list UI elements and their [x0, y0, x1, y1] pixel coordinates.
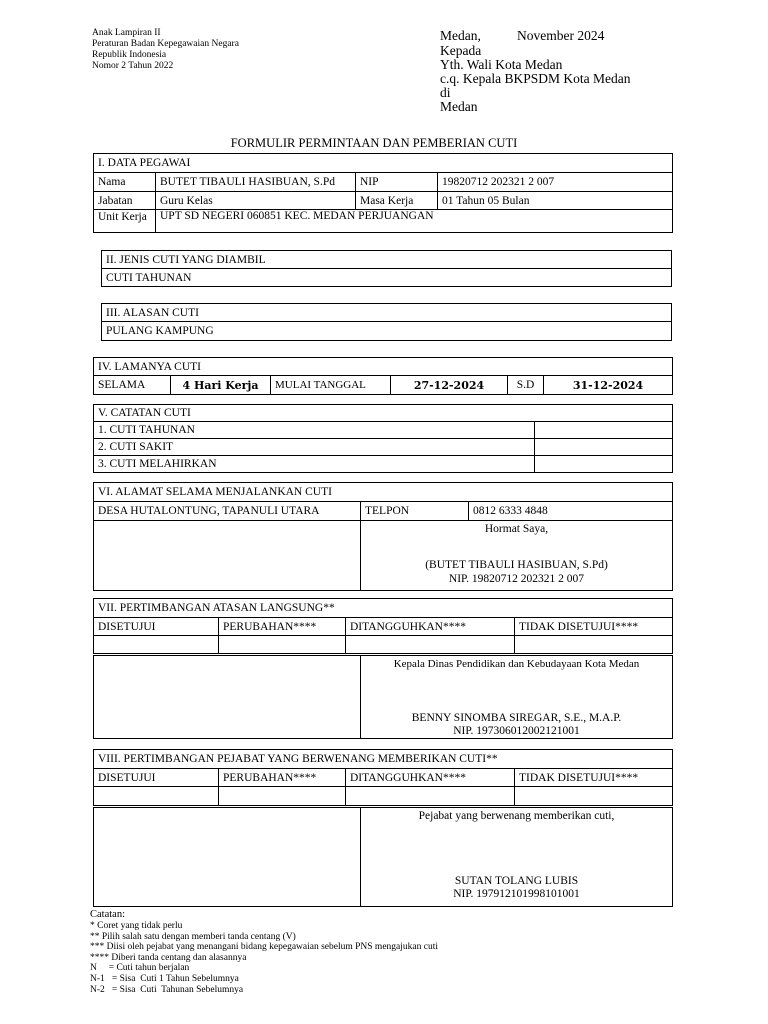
selama-label: SELAMA	[94, 376, 171, 395]
section2-title: II. JENIS CUTI YANG DIAMBIL	[102, 251, 672, 269]
sd-label: S.D	[508, 376, 544, 395]
nip-value: 19820712 202321 2 007	[438, 173, 673, 192]
section4-title: IV. LAMANYA CUTI	[94, 358, 673, 376]
header-left-line4: Nomor 2 Tahun 2022	[92, 61, 174, 71]
header-left	[92, 28, 239, 72]
pejabat-disetujui-check[interactable]	[94, 787, 219, 806]
mulai-tanggal-value: 27-12-2024	[391, 376, 508, 395]
catatan-item-1: 1. CUTI TAHUNAN	[94, 422, 535, 439]
applicant-closing: Hormat Saya,	[484, 523, 549, 535]
masa-kerja-label: Masa Kerja	[356, 192, 438, 210]
header-left-line1: Anak Lampiran II	[92, 28, 161, 38]
alasan-cuti-value: PULANG KAMPUNG	[102, 322, 672, 341]
section-lamanya-cuti	[93, 357, 673, 395]
jabatan-label: Jabatan	[94, 192, 156, 210]
note-line: **** Diberi tanda centang dan alasannya	[90, 952, 247, 963]
catatan-item-3-value	[535, 456, 673, 473]
atasan-blank	[94, 656, 361, 739]
section-data-pegawai	[93, 153, 673, 233]
atasan-tidak-disetujui-label: TIDAK DISETUJUI****	[515, 618, 673, 636]
jabatan-value: Guru Kelas	[156, 192, 356, 210]
pejabat-disetujui-label: DISETUJUI	[94, 769, 219, 787]
catatan-item-2: 2. CUTI SAKIT	[94, 439, 535, 456]
section6-title: VI. ALAMAT SELAMA MENJALANKAN CUTI	[94, 483, 673, 502]
atasan-ditangguhkan-check[interactable]	[346, 636, 515, 654]
header-left-line3: Republik Indonesia	[92, 50, 167, 60]
note-line: N-1 = Sisa Cuti 1 Tahun Sebelumnya	[90, 973, 239, 984]
pejabat-nip: NIP. 197912101998101001	[453, 888, 580, 900]
section1-title: I. DATA PEGAWAI	[94, 154, 673, 173]
atasan-disetujui-check[interactable]	[94, 636, 219, 654]
masa-kerja-value: 01 Tahun 05 Bulan	[438, 192, 673, 210]
note-line: N-2 = Sisa Cuti Tahunan Sebelumnya	[90, 984, 244, 995]
catatan-item-2-value	[535, 439, 673, 456]
sd-value: 31-12-2024	[544, 376, 673, 395]
notes-list	[90, 921, 438, 995]
nama-value: BUTET TIBAULI HASIBUAN, S.Pd	[156, 173, 356, 192]
pejabat-perubahan-check[interactable]	[219, 787, 346, 806]
atasan-disetujui-label: DISETUJUI	[94, 618, 219, 636]
pejabat-tidak-disetujui-label: TIDAK DISETUJUI****	[515, 769, 673, 787]
nip-label: NIP	[356, 173, 438, 192]
note-line: * Coret yang tidak perlu	[90, 921, 183, 931]
section7-title: VII. PERTIMBANGAN ATASAN LANGSUNG**	[94, 599, 673, 618]
header-left-line2: Peraturan Badan Kepegawaian Negara	[92, 39, 239, 49]
section8-title: VIII. PERTIMBANGAN PEJABAT YANG BERWENANG MEMBERIKAN CUTI**	[94, 750, 673, 769]
section-alasan-cuti	[101, 303, 672, 341]
applicant-nip: NIP. 19820712 202321 2 007	[448, 573, 585, 585]
jenis-cuti-value: CUTI TAHUNAN	[102, 269, 672, 287]
section-pertimbangan-atasan	[93, 598, 673, 654]
alamat-value: DESA HUTALONTUNG, TAPANULI UTARA	[94, 502, 361, 521]
atasan-name: BENNY SINOMBA SIREGAR, S.E., M.A.P.	[411, 712, 622, 724]
unit-kerja-value: UPT SD NEGERI 060851 KEC. MEDAN PERJUANGAN	[156, 210, 673, 233]
note-line: *** Diisi oleh pejabat yang menangani bidang kepegawaian sebelum PNS mengajukan cuti	[90, 942, 438, 953]
pejabat-ditangguhkan-label: DITANGGUHKAN****	[346, 769, 515, 787]
header-date: November 2024	[517, 28, 605, 43]
header-city: Medan	[440, 99, 478, 114]
alamat-blank	[94, 521, 361, 591]
pejabat-ditangguhkan-check[interactable]	[346, 787, 515, 806]
notes-heading: Catatan:	[90, 909, 125, 920]
pejabat-perubahan-label: PERUBAHAN****	[219, 769, 346, 787]
atasan-perubahan-check[interactable]	[219, 636, 346, 654]
atasan-tidak-disetujui-check[interactable]	[515, 636, 673, 654]
section-pertimbangan-pejabat	[93, 749, 673, 806]
header-di: di	[440, 85, 451, 100]
form-title: FORMULIR PERMINTAAN DAN PEMBERIAN CUTI	[230, 136, 518, 150]
atasan-ditangguhkan-label: DITANGGUHKAN****	[346, 618, 515, 636]
telpon-value: 0812 6333 4848	[469, 502, 673, 521]
note-line: ** Pilih salah satu dengan memberi tanda centang (V)	[90, 931, 296, 942]
section-catatan-cuti	[93, 404, 673, 473]
atasan-perubahan-label: PERUBAHAN****	[219, 618, 346, 636]
section-jenis-cuti	[101, 250, 672, 287]
note-line: N = Cuti tahun berjalan	[90, 963, 190, 974]
section3-title: III. ALASAN CUTI	[102, 304, 672, 322]
mulai-tanggal-label: MULAI TANGGAL	[271, 376, 391, 395]
atasan-nip: NIP. 197306012002121001	[453, 725, 580, 737]
header-place: Medan,	[440, 28, 481, 43]
nama-label: Nama	[94, 173, 156, 192]
catatan-item-1-value	[535, 422, 673, 439]
applicant-name: (BUTET TIBAULI HASIBUAN, S.Pd)	[425, 559, 608, 571]
catatan-item-3: 3. CUTI MELAHIRKAN	[94, 456, 535, 473]
pejabat-tidak-disetujui-check[interactable]	[515, 787, 673, 806]
selama-value: 4 Hari Kerja	[171, 376, 271, 395]
unit-kerja-label: Unit Kerja	[94, 210, 156, 233]
header-to: Kepada	[440, 43, 482, 58]
section5-title: V. CATATAN CUTI	[94, 405, 673, 422]
pejabat-title: Pejabat yang berwenang memberikan cuti,	[418, 810, 615, 822]
header-addressee: Yth. Wali Kota Medan	[440, 57, 563, 72]
atasan-title: Kepala Dinas Pendidikan dan Kebudayaan Kota Medan	[393, 658, 640, 670]
telpon-label: TELPON	[361, 502, 469, 521]
pejabat-name: SUTAN TOLANG LUBIS	[454, 875, 579, 887]
header-cq: c.q. Kepala BKPSDM Kota Medan	[440, 71, 631, 86]
pejabat-blank	[94, 808, 361, 907]
